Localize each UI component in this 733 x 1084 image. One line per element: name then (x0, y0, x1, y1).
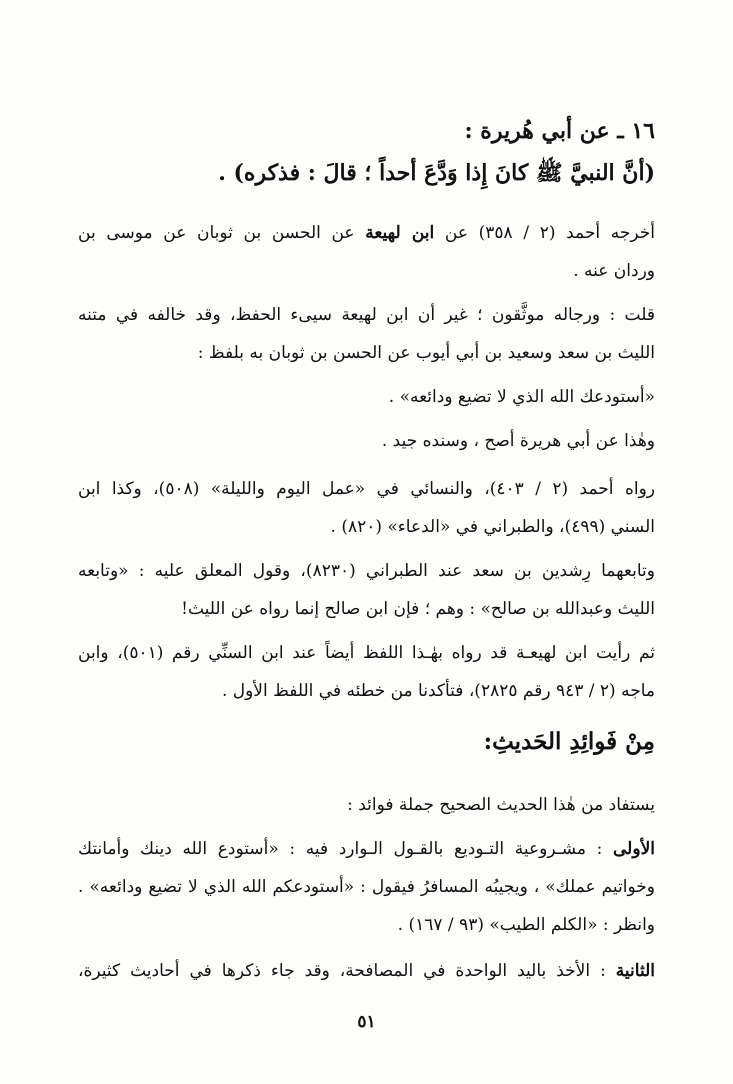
text-line: يستفاد من هٰذا الحديث الصحيح جملة فوائد : (347, 795, 655, 815)
page-number: ٥١ (357, 1012, 376, 1032)
benefit-first (78, 830, 655, 944)
text-line: «أستودعك الله الذي لا تضيع ودائعه» . (388, 387, 655, 407)
text-line: وانظر : «الكلم الطيب» (٩٣ / ١٦٧) . (397, 915, 655, 935)
text-line: الأولى : مشـروعية التـوديع بالقـول الـوارد فيه : «أستودع الله دينك وأمانتك (78, 839, 655, 859)
hadith-header (78, 112, 655, 192)
paragraph-sources (78, 470, 655, 546)
text-line: الليث بن سعد وسعيد بن أبي أيوب عن الحسن بن ثوبان به بلفظ : (197, 343, 655, 363)
text-line: ثم رأيت ابن لهيعـة قد رواه بهٰـذا اللفظ أيضاً عند ابن السنِّي رقم (٥٠١)، وابن (78, 643, 655, 663)
narrator-name: ابن لهيعة (365, 223, 435, 243)
section-title: مِنْ فَوائِدِ الحَديثِ: (483, 728, 655, 755)
text-line: ماجه (٢ / ٩٤٣ رقم ٢٨٢٥)، فتأكدنا من خطئه في اللفظ الأول . (221, 681, 655, 701)
paragraph-comment (78, 296, 655, 372)
paragraph-mutabaah (78, 552, 655, 628)
text-line: وردان عنه . (573, 261, 655, 281)
benefit-label: الأولى (613, 839, 655, 859)
text-line: وخواتيم عملك» ، ويجيبُه المسافرُ فيقول : «أستودعكم الله الذي لا تضيع ودائعه» . (78, 877, 655, 897)
hadith-number-line: ١٦ ـ عن أبي هُريرة : (464, 118, 655, 144)
text-line: قلت : ورجاله موثَّقون ؛ غير أن ابن لهيعة سيىء الحفظ، وقد خالفه في متنه (78, 305, 655, 325)
text-line: الليث وعبدالله بن صالح» : وهم ؛ فإن ابن صالح إنما رواه عن الليث! (181, 599, 655, 619)
paragraph-takhrij (78, 214, 655, 290)
text-line: الثانية : الأخذ باليد الواحدة في المصافحة، وقد جاء ذكرها في أحاديث كثيرة، (78, 961, 655, 981)
paragraph-quote (78, 378, 655, 416)
paragraph-conclusion (78, 634, 655, 710)
benefits-intro (78, 786, 655, 824)
text-line: وتابعهما رِشدين بن سعد عند الطبراني (٨٢٣٠)، وقول المعلق عليه : «وتابعه (78, 561, 655, 581)
paragraph-grading (78, 422, 655, 460)
text-line: وهٰذا عن أبي هريرة أصح ، وسنده جيد . (381, 431, 655, 451)
text-line: السني (٤٩٩)، والطبراني في «الدعاء» (٨٢٠) . (330, 517, 655, 537)
benefits-section (78, 722, 655, 762)
benefit-label: الثانية (615, 961, 655, 981)
text-line: أخرجه أحمد (٢ / ٣٥٨) عن ابن لهيعة عن الحسن بن ثوبان عن موسى بن (78, 223, 655, 243)
text-line: رواه أحمد (٢ / ٤٠٣)، والنسائي في «عمل اليوم والليلة» (٥٠٨)، وكذا ابن (78, 479, 655, 499)
hadith-text-line: (أنَّ النبيَّ ﷺ كانَ إِذا وَدَّعَ أحداً ؛ قالَ : فذكره) . (218, 160, 655, 186)
benefit-second (78, 952, 655, 990)
